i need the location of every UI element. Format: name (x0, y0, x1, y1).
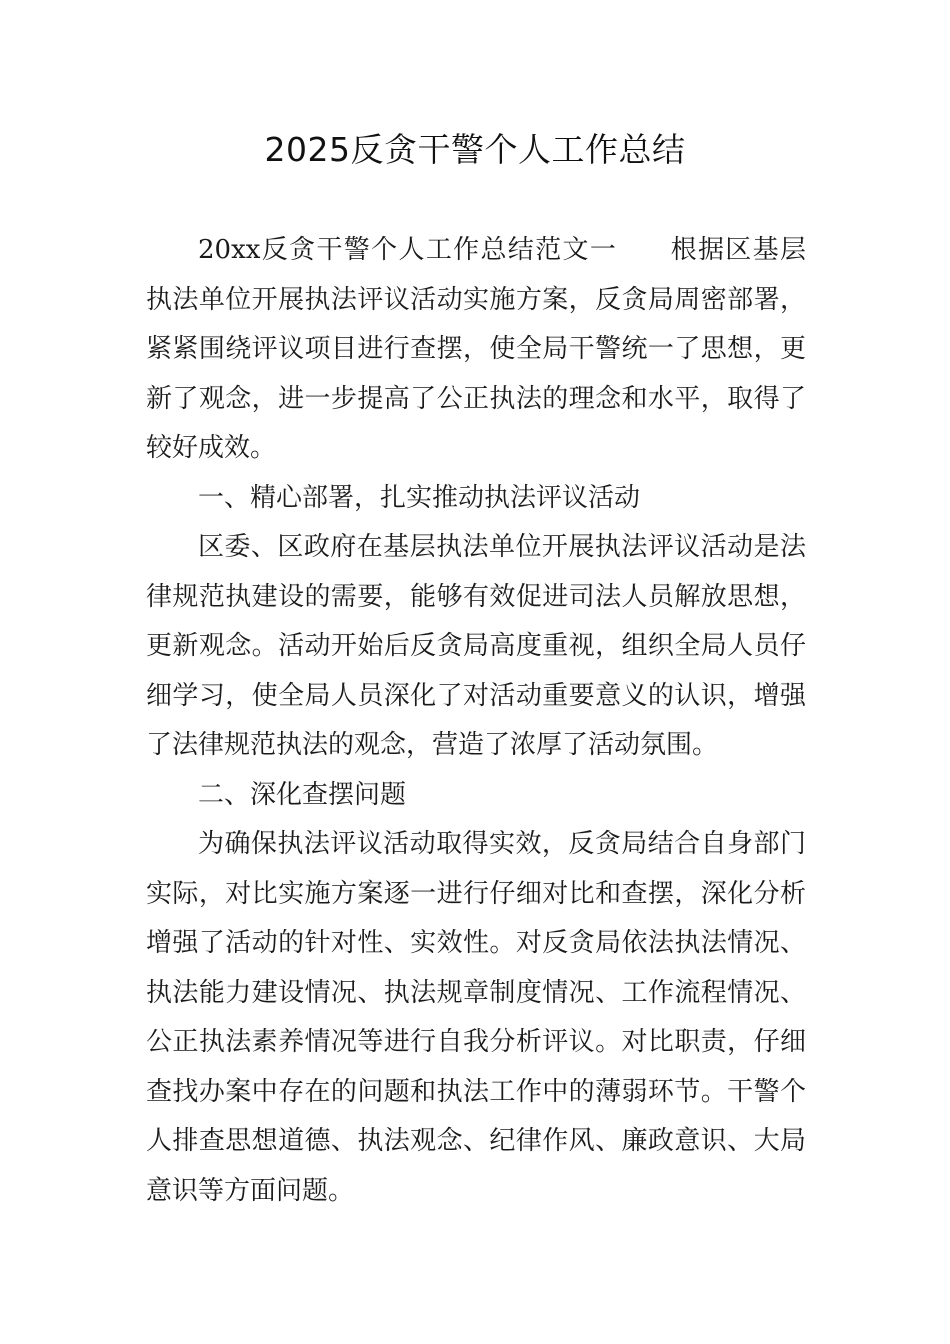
intro-text: 根据区基层执法单位开展执法评议活动实施方案，反贪局周密部署，紧紧围绕评议项目进行查摆，使全局干警统一了思想，更新了观念，进一步提高了公正执法的理念和水平，取得了较好成效。 (146, 235, 806, 463)
section2-paragraph: 为确保执法评议活动取得实效，反贪局结合自身部门实际，对比实施方案逐一进行仔细对比和查摆，深化分析增强了活动的针对性、实效性。对反贪局依法执法情况、执法能力建设情况、执法规章制度情况、工作流程情况、公正执法素养情况等进行自我分析评议。对比职责，仔细查找办案中存在的问题和执法工作中的薄弱环节。干警个人排查思想道德、执法观念、纪律作风、廉政意识、大局意识等方面问题。 (146, 829, 806, 1206)
document-body (146, 226, 806, 1216)
section1-heading: 一、精心部署，扎实推动执法评议活动 (198, 482, 641, 513)
section2-heading: 二、深化查摆问题 (198, 779, 407, 810)
section1-paragraph: 区委、区政府在基层执法单位开展执法评议活动是法律规范执建设的需要，能够有效促进司法人员解放思想，更新观念。活动开始后反贪局高度重视，组织全局人员仔细学习，使全局人员深化了对活动重要意义的认识，增强了法律规范执法的观念，营造了浓厚了活动氛围。 (146, 532, 806, 760)
document-title: 2025反贪干警个人工作总结 (264, 130, 686, 169)
intro-lead: 20xx反贪干警个人工作总结范文一 (198, 235, 618, 265)
intro-paragraph (146, 226, 806, 474)
